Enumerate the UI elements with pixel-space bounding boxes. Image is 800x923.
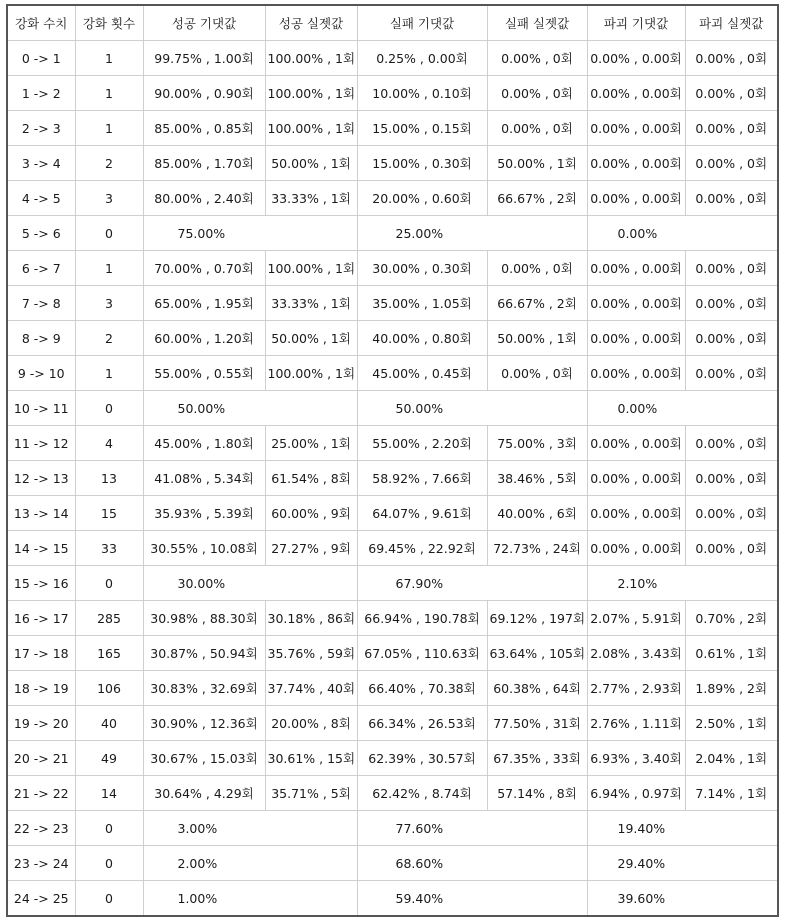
table-row — [7, 706, 778, 741]
fail-expected-cell: 67.05% , 110.63회 — [357, 636, 487, 671]
count-cell: 13 — [75, 461, 143, 496]
fail-expected-cell: 35.00% , 1.05회 — [357, 286, 487, 321]
fail-actual-cell: 69.12% , 197회 — [487, 601, 587, 636]
success-expected-cell: 30.64% , 4.29회 — [143, 776, 265, 811]
table-row — [7, 391, 778, 426]
header-destroy-expected: 파괴 기댓값 — [587, 5, 685, 41]
destroy-actual-cell: 0.00% , 0회 — [685, 286, 778, 321]
destroy-actual-cell: 0.00% , 0회 — [685, 496, 778, 531]
table-row — [7, 146, 778, 181]
destroy-actual-cell: 0.00% , 0회 — [685, 41, 778, 76]
count-cell: 3 — [75, 286, 143, 321]
destroy-actual-cell: 2.50% , 1회 — [685, 706, 778, 741]
fail-actual-cell: 72.73% , 24회 — [487, 531, 587, 566]
destroy-rate-cell: 39.60% — [587, 881, 778, 917]
fail-rate-cell: 77.60% — [357, 811, 587, 846]
fail-rate-cell: 68.60% — [357, 846, 587, 881]
destroy-rate-cell: 19.40% — [587, 811, 778, 846]
count-cell: 40 — [75, 706, 143, 741]
fail-expected-cell: 66.94% , 190.78회 — [357, 601, 487, 636]
level-cell: 24 -> 25 — [7, 881, 75, 917]
success-actual-cell: 33.33% , 1회 — [265, 181, 357, 216]
fail-actual-cell: 38.46% , 5회 — [487, 461, 587, 496]
fail-actual-cell: 0.00% , 0회 — [487, 251, 587, 286]
count-cell: 15 — [75, 496, 143, 531]
fail-expected-cell: 30.00% , 0.30회 — [357, 251, 487, 286]
fail-actual-cell: 75.00% , 3회 — [487, 426, 587, 461]
success-actual-cell: 61.54% , 8회 — [265, 461, 357, 496]
destroy-expected-cell: 0.00% , 0.00회 — [587, 181, 685, 216]
fail-actual-cell: 67.35% , 33회 — [487, 741, 587, 776]
fail-expected-cell: 69.45% , 22.92회 — [357, 531, 487, 566]
success-actual-cell: 35.76% , 59회 — [265, 636, 357, 671]
table-row — [7, 216, 778, 251]
fail-expected-cell: 45.00% , 0.45회 — [357, 356, 487, 391]
destroy-rate-cell: 2.10% — [587, 566, 778, 601]
table-row — [7, 181, 778, 216]
table-row — [7, 531, 778, 566]
enhancement-stats-table-wrapper — [6, 4, 777, 917]
count-cell: 106 — [75, 671, 143, 706]
success-rate-cell: 1.00% — [143, 881, 357, 917]
success-expected-cell: 30.67% , 15.03회 — [143, 741, 265, 776]
count-cell: 1 — [75, 251, 143, 286]
enhancement-stats-table — [6, 4, 779, 917]
level-cell: 0 -> 1 — [7, 41, 75, 76]
success-actual-cell: 37.74% , 40회 — [265, 671, 357, 706]
count-cell: 1 — [75, 356, 143, 391]
count-cell: 0 — [75, 391, 143, 426]
success-expected-cell: 30.55% , 10.08회 — [143, 531, 265, 566]
destroy-actual-cell: 0.00% , 0회 — [685, 181, 778, 216]
table-row — [7, 566, 778, 601]
fail-actual-cell: 40.00% , 6회 — [487, 496, 587, 531]
level-cell: 20 -> 21 — [7, 741, 75, 776]
success-rate-cell: 2.00% — [143, 846, 357, 881]
destroy-actual-cell: 0.00% , 0회 — [685, 146, 778, 181]
destroy-rate-cell: 0.00% — [587, 216, 778, 251]
count-cell: 2 — [75, 146, 143, 181]
success-expected-cell: 65.00% , 1.95회 — [143, 286, 265, 321]
table-row — [7, 426, 778, 461]
fail-actual-cell: 57.14% , 8회 — [487, 776, 587, 811]
success-expected-cell: 80.00% , 2.40회 — [143, 181, 265, 216]
success-rate-cell: 3.00% — [143, 811, 357, 846]
table-row — [7, 251, 778, 286]
destroy-expected-cell: 0.00% , 0.00회 — [587, 321, 685, 356]
table-row — [7, 846, 778, 881]
header-fail-expected: 실패 기댓값 — [357, 5, 487, 41]
count-cell: 165 — [75, 636, 143, 671]
count-cell: 0 — [75, 846, 143, 881]
fail-expected-cell: 66.40% , 70.38회 — [357, 671, 487, 706]
destroy-expected-cell: 0.00% , 0.00회 — [587, 146, 685, 181]
fail-expected-cell: 10.00% , 0.10회 — [357, 76, 487, 111]
destroy-expected-cell: 0.00% , 0.00회 — [587, 76, 685, 111]
fail-rate-cell: 67.90% — [357, 566, 587, 601]
destroy-actual-cell: 2.04% , 1회 — [685, 741, 778, 776]
fail-rate-cell: 25.00% — [357, 216, 587, 251]
header-fail-actual: 실패 실젯값 — [487, 5, 587, 41]
success-expected-cell: 35.93% , 5.39회 — [143, 496, 265, 531]
success-actual-cell: 30.18% , 86회 — [265, 601, 357, 636]
destroy-expected-cell: 0.00% , 0.00회 — [587, 496, 685, 531]
destroy-expected-cell: 6.94% , 0.97회 — [587, 776, 685, 811]
success-expected-cell: 60.00% , 1.20회 — [143, 321, 265, 356]
destroy-expected-cell: 0.00% , 0.00회 — [587, 41, 685, 76]
success-actual-cell: 100.00% , 1회 — [265, 356, 357, 391]
level-cell: 17 -> 18 — [7, 636, 75, 671]
success-expected-cell: 30.98% , 88.30회 — [143, 601, 265, 636]
count-cell: 285 — [75, 601, 143, 636]
success-expected-cell: 55.00% , 0.55회 — [143, 356, 265, 391]
success-actual-cell: 100.00% , 1회 — [265, 76, 357, 111]
destroy-expected-cell: 2.77% , 2.93회 — [587, 671, 685, 706]
fail-actual-cell: 60.38% , 64회 — [487, 671, 587, 706]
destroy-actual-cell: 0.00% , 0회 — [685, 321, 778, 356]
table-row — [7, 41, 778, 76]
destroy-actual-cell: 0.00% , 0회 — [685, 461, 778, 496]
fail-expected-cell: 62.39% , 30.57회 — [357, 741, 487, 776]
header-count: 강화 횟수 — [75, 5, 143, 41]
destroy-expected-cell: 0.00% , 0.00회 — [587, 461, 685, 496]
header-row — [7, 5, 778, 41]
success-expected-cell: 99.75% , 1.00회 — [143, 41, 265, 76]
success-actual-cell: 50.00% , 1회 — [265, 321, 357, 356]
count-cell: 0 — [75, 811, 143, 846]
fail-actual-cell: 63.64% , 105회 — [487, 636, 587, 671]
destroy-expected-cell: 0.00% , 0.00회 — [587, 426, 685, 461]
destroy-expected-cell: 0.00% , 0.00회 — [587, 286, 685, 321]
table-row — [7, 356, 778, 391]
table-row — [7, 286, 778, 321]
table-row — [7, 321, 778, 356]
level-cell: 11 -> 12 — [7, 426, 75, 461]
level-cell: 21 -> 22 — [7, 776, 75, 811]
destroy-actual-cell: 0.61% , 1회 — [685, 636, 778, 671]
destroy-expected-cell: 0.00% , 0.00회 — [587, 531, 685, 566]
table-row — [7, 811, 778, 846]
success-actual-cell: 30.61% , 15회 — [265, 741, 357, 776]
fail-expected-cell: 58.92% , 7.66회 — [357, 461, 487, 496]
table-row — [7, 671, 778, 706]
level-cell: 2 -> 3 — [7, 111, 75, 146]
fail-actual-cell: 0.00% , 0회 — [487, 41, 587, 76]
level-cell: 13 -> 14 — [7, 496, 75, 531]
level-cell: 18 -> 19 — [7, 671, 75, 706]
level-cell: 3 -> 4 — [7, 146, 75, 181]
destroy-actual-cell: 1.89% , 2회 — [685, 671, 778, 706]
level-cell: 16 -> 17 — [7, 601, 75, 636]
table-row — [7, 601, 778, 636]
success-rate-cell: 75.00% — [143, 216, 357, 251]
destroy-expected-cell: 0.00% , 0.00회 — [587, 356, 685, 391]
destroy-expected-cell: 2.08% , 3.43회 — [587, 636, 685, 671]
table-row — [7, 636, 778, 671]
level-cell: 6 -> 7 — [7, 251, 75, 286]
table-row — [7, 776, 778, 811]
success-expected-cell: 30.90% , 12.36회 — [143, 706, 265, 741]
count-cell: 1 — [75, 41, 143, 76]
destroy-actual-cell: 0.00% , 0회 — [685, 531, 778, 566]
level-cell: 22 -> 23 — [7, 811, 75, 846]
success-actual-cell: 100.00% , 1회 — [265, 251, 357, 286]
success-actual-cell: 35.71% , 5회 — [265, 776, 357, 811]
count-cell: 4 — [75, 426, 143, 461]
table-body — [7, 41, 778, 917]
header-level: 강화 수치 — [7, 5, 75, 41]
header-success-expected: 성공 기댓값 — [143, 5, 265, 41]
success-expected-cell: 90.00% , 0.90회 — [143, 76, 265, 111]
level-cell: 5 -> 6 — [7, 216, 75, 251]
level-cell: 19 -> 20 — [7, 706, 75, 741]
count-cell: 3 — [75, 181, 143, 216]
level-cell: 12 -> 13 — [7, 461, 75, 496]
fail-actual-cell: 66.67% , 2회 — [487, 181, 587, 216]
level-cell: 15 -> 16 — [7, 566, 75, 601]
table-row — [7, 76, 778, 111]
table-row — [7, 741, 778, 776]
fail-expected-cell: 15.00% , 0.30회 — [357, 146, 487, 181]
table-row — [7, 461, 778, 496]
level-cell: 14 -> 15 — [7, 531, 75, 566]
count-cell: 14 — [75, 776, 143, 811]
success-actual-cell: 27.27% , 9회 — [265, 531, 357, 566]
fail-actual-cell: 0.00% , 0회 — [487, 111, 587, 146]
success-actual-cell: 25.00% , 1회 — [265, 426, 357, 461]
destroy-rate-cell: 0.00% — [587, 391, 778, 426]
success-expected-cell: 70.00% , 0.70회 — [143, 251, 265, 286]
destroy-expected-cell: 0.00% , 0.00회 — [587, 111, 685, 146]
level-cell: 1 -> 2 — [7, 76, 75, 111]
destroy-expected-cell: 2.76% , 1.11회 — [587, 706, 685, 741]
count-cell: 0 — [75, 566, 143, 601]
count-cell: 0 — [75, 216, 143, 251]
destroy-actual-cell: 0.70% , 2회 — [685, 601, 778, 636]
count-cell: 0 — [75, 881, 143, 917]
level-cell: 9 -> 10 — [7, 356, 75, 391]
fail-rate-cell: 50.00% — [357, 391, 587, 426]
fail-rate-cell: 59.40% — [357, 881, 587, 917]
level-cell: 7 -> 8 — [7, 286, 75, 321]
success-actual-cell: 100.00% , 1회 — [265, 111, 357, 146]
count-cell: 33 — [75, 531, 143, 566]
level-cell: 10 -> 11 — [7, 391, 75, 426]
fail-actual-cell: 50.00% , 1회 — [487, 321, 587, 356]
fail-actual-cell: 77.50% , 31회 — [487, 706, 587, 741]
count-cell: 1 — [75, 111, 143, 146]
destroy-actual-cell: 0.00% , 0회 — [685, 251, 778, 286]
destroy-rate-cell: 29.40% — [587, 846, 778, 881]
level-cell: 23 -> 24 — [7, 846, 75, 881]
fail-actual-cell: 0.00% , 0회 — [487, 356, 587, 391]
success-rate-cell: 50.00% — [143, 391, 357, 426]
success-expected-cell: 30.87% , 50.94회 — [143, 636, 265, 671]
destroy-actual-cell: 0.00% , 0회 — [685, 76, 778, 111]
destroy-expected-cell: 0.00% , 0.00회 — [587, 251, 685, 286]
destroy-actual-cell: 7.14% , 1회 — [685, 776, 778, 811]
table-row — [7, 111, 778, 146]
level-cell: 4 -> 5 — [7, 181, 75, 216]
fail-expected-cell: 40.00% , 0.80회 — [357, 321, 487, 356]
fail-expected-cell: 66.34% , 26.53회 — [357, 706, 487, 741]
success-expected-cell: 45.00% , 1.80회 — [143, 426, 265, 461]
success-expected-cell: 85.00% , 0.85회 — [143, 111, 265, 146]
fail-expected-cell: 0.25% , 0.00회 — [357, 41, 487, 76]
success-actual-cell: 100.00% , 1회 — [265, 41, 357, 76]
destroy-actual-cell: 0.00% , 0회 — [685, 111, 778, 146]
fail-actual-cell: 0.00% , 0회 — [487, 76, 587, 111]
fail-actual-cell: 50.00% , 1회 — [487, 146, 587, 181]
destroy-expected-cell: 6.93% , 3.40회 — [587, 741, 685, 776]
count-cell: 49 — [75, 741, 143, 776]
success-expected-cell: 85.00% , 1.70회 — [143, 146, 265, 181]
destroy-actual-cell: 0.00% , 0회 — [685, 426, 778, 461]
count-cell: 2 — [75, 321, 143, 356]
destroy-expected-cell: 2.07% , 5.91회 — [587, 601, 685, 636]
header-success-actual: 성공 실젯값 — [265, 5, 357, 41]
fail-expected-cell: 62.42% , 8.74회 — [357, 776, 487, 811]
table-row — [7, 881, 778, 917]
success-actual-cell: 60.00% , 9회 — [265, 496, 357, 531]
success-actual-cell: 50.00% , 1회 — [265, 146, 357, 181]
table-row — [7, 496, 778, 531]
fail-actual-cell: 66.67% , 2회 — [487, 286, 587, 321]
success-expected-cell: 30.83% , 32.69회 — [143, 671, 265, 706]
count-cell: 1 — [75, 76, 143, 111]
fail-expected-cell: 55.00% , 2.20회 — [357, 426, 487, 461]
fail-expected-cell: 64.07% , 9.61회 — [357, 496, 487, 531]
success-rate-cell: 30.00% — [143, 566, 357, 601]
header-destroy-actual: 파괴 실젯값 — [685, 5, 778, 41]
success-expected-cell: 41.08% , 5.34회 — [143, 461, 265, 496]
fail-expected-cell: 20.00% , 0.60회 — [357, 181, 487, 216]
fail-expected-cell: 15.00% , 0.15회 — [357, 111, 487, 146]
success-actual-cell: 20.00% , 8회 — [265, 706, 357, 741]
destroy-actual-cell: 0.00% , 0회 — [685, 356, 778, 391]
level-cell: 8 -> 9 — [7, 321, 75, 356]
success-actual-cell: 33.33% , 1회 — [265, 286, 357, 321]
